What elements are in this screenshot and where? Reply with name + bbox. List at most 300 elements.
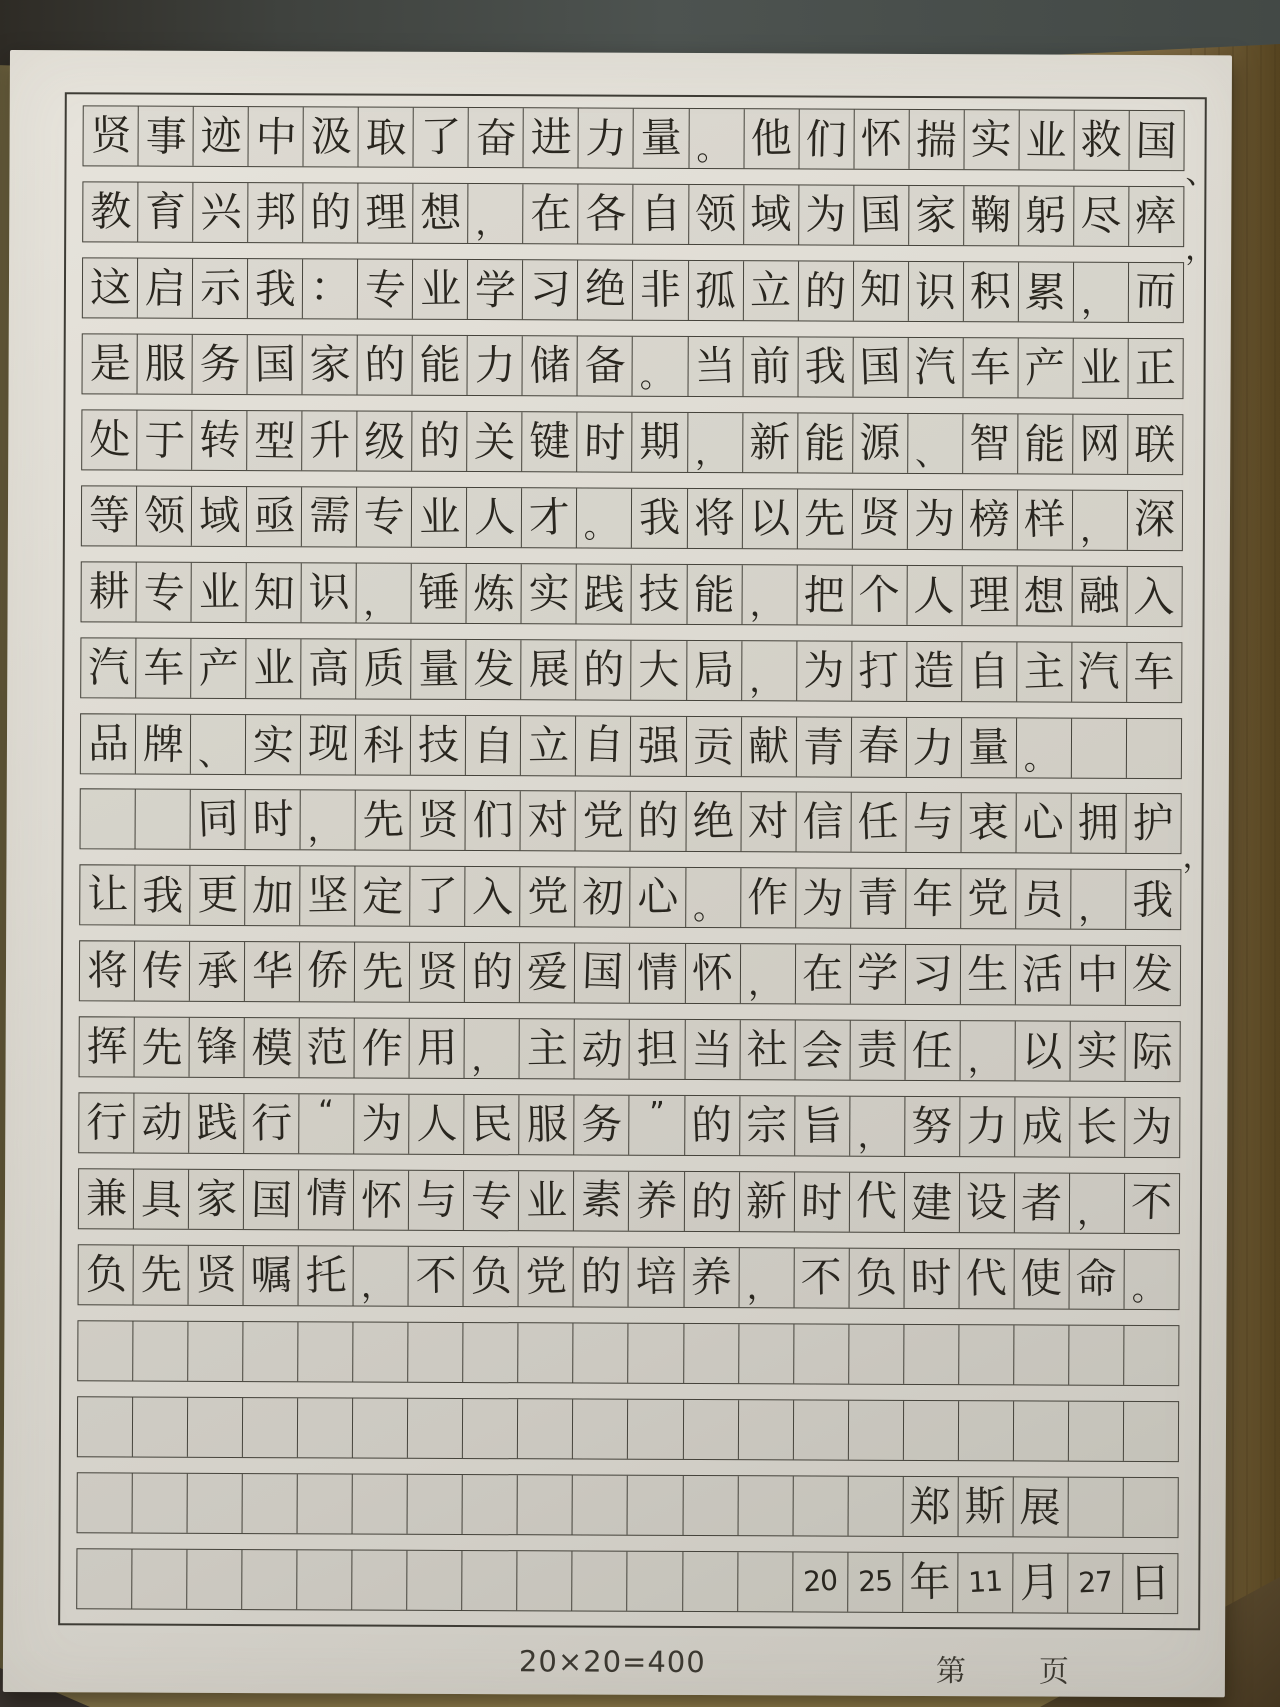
handwritten-char: 不 (415, 1251, 457, 1301)
handwritten-char: 发 (1131, 949, 1175, 999)
grid-cell (1125, 1174, 1179, 1233)
handwritten-char: 先 (803, 493, 846, 543)
grid-cell (906, 793, 961, 852)
grid-cell (1018, 490, 1073, 549)
handwritten-char: 尽 (1080, 191, 1123, 241)
grid-row (81, 333, 1183, 399)
grid-cell (302, 487, 357, 546)
grid-cell (854, 186, 909, 245)
handwritten-char: 备 (584, 341, 626, 390)
handwritten-char: 27 (1077, 1565, 1113, 1600)
grid-cell (1074, 187, 1129, 246)
grid-cell (134, 1246, 189, 1305)
grid-cell (797, 641, 852, 700)
grid-row (82, 257, 1184, 323)
grid-cell (963, 490, 1018, 549)
handwritten-char: 在 (529, 188, 573, 239)
grid-row (82, 105, 1184, 171)
handwritten-char: 这 (89, 262, 131, 312)
grid-cell (1017, 718, 1072, 777)
grid-cell (1071, 794, 1126, 853)
grid-cell (192, 562, 247, 621)
grid-cell (742, 565, 797, 624)
grid-cell (688, 337, 743, 396)
handwritten-char: 务 (580, 1100, 623, 1150)
grid-cell (301, 791, 356, 850)
grid-cell (411, 715, 466, 774)
handwritten-char: 他 (750, 113, 793, 163)
handwritten-char: 25 (857, 1564, 893, 1599)
handwritten-char: 责 (856, 1025, 899, 1075)
grid-row (81, 561, 1183, 627)
grid-cell (1128, 415, 1182, 474)
grid-cell (578, 412, 633, 471)
handwritten-char: 动 (581, 1025, 624, 1075)
handwritten-char: 。 (695, 128, 730, 169)
grid-cell (852, 489, 907, 548)
handwritten-char: 活 (1021, 950, 1065, 1000)
grid-cell (798, 413, 853, 472)
grid-cell (633, 261, 688, 320)
handwritten-char: 用 (416, 1023, 458, 1073)
handwritten-char: 服 (525, 1099, 569, 1150)
grid-cell (298, 1322, 353, 1381)
grid-cell (522, 640, 577, 699)
handwritten-char: 们 (805, 115, 848, 164)
handwritten-char: 识 (307, 567, 350, 617)
grid-cell (78, 1473, 133, 1532)
handwritten-char: 培 (635, 1252, 678, 1302)
grid-cell (1072, 718, 1127, 777)
grid-cell (684, 1324, 739, 1383)
grid-cell (464, 1323, 519, 1382)
handwritten-char: 负 (854, 1253, 898, 1303)
handwritten-char: 将 (86, 946, 128, 996)
grid-cell (190, 866, 245, 925)
grid-cell (1013, 1477, 1068, 1536)
handwritten-char: 绝 (691, 796, 735, 847)
grid-cell (683, 1552, 738, 1611)
handwritten-char: 局 (692, 644, 736, 695)
grid-cell (359, 108, 414, 167)
grid-cell (573, 1399, 628, 1458)
grid-cell (852, 641, 907, 700)
grid-cell (133, 1397, 188, 1456)
margin-punctuation: 、 (1185, 155, 1217, 192)
grid-border (58, 92, 1207, 1630)
grid-cell (246, 790, 301, 849)
handwritten-char: 国 (859, 189, 903, 240)
handwritten-char: 锋 (195, 1022, 238, 1072)
grid-cell (1126, 794, 1180, 853)
grid-cell (903, 1553, 958, 1612)
handwritten-char: 绝 (584, 263, 627, 314)
handwritten-char: 发 (472, 644, 515, 694)
handwritten-char: ， (360, 1264, 395, 1306)
grid-cell (577, 488, 632, 547)
grid-cell (796, 793, 851, 852)
grid-cell (741, 869, 796, 928)
character-grid (76, 105, 1185, 1614)
grid-cell (743, 261, 798, 320)
handwritten-char: 情 (636, 948, 679, 998)
grid-cell (133, 1322, 188, 1381)
grid-cell (631, 716, 686, 775)
handwritten-char: 汽 (1078, 646, 1121, 696)
handwritten-char: 爱 (525, 947, 569, 998)
handwritten-char: ， (1076, 1192, 1111, 1233)
handwritten-char: 车 (1133, 647, 1176, 696)
grid-cell (908, 414, 963, 473)
grid-cell (409, 1247, 464, 1306)
handwritten-char: 以 (748, 493, 791, 543)
handwritten-char: 造 (913, 646, 955, 695)
handwritten-char: ， (1080, 281, 1115, 321)
handwritten-char: 贤 (858, 492, 901, 543)
handwritten-char: 是 (88, 338, 131, 388)
handwritten-char: 了 (416, 871, 459, 921)
grid-cell (190, 1018, 245, 1077)
grid-row (76, 1548, 1178, 1614)
handwritten-char: 怀 (860, 114, 903, 164)
handwritten-char: 把 (803, 570, 846, 620)
grid-cell (739, 1172, 794, 1231)
grid-cell (1129, 263, 1183, 322)
handwritten-char: 转 (198, 415, 241, 465)
grid-cell (1070, 1022, 1125, 1081)
grid-cell (1072, 642, 1127, 701)
handwritten-char: 能 (803, 418, 846, 468)
handwritten-char: 服 (143, 339, 186, 388)
handwritten-char: 启 (144, 264, 186, 313)
grid-cell (962, 566, 1017, 625)
grid-cell (964, 186, 1019, 245)
grid-cell (685, 1020, 740, 1079)
handwritten-char: 学 (474, 265, 517, 315)
grid-cell (297, 1550, 352, 1609)
handwritten-char: 怀 (691, 948, 734, 999)
grid-cell (81, 714, 136, 773)
handwritten-char: 情 (304, 1173, 348, 1224)
handwritten-char: 在 (801, 949, 844, 999)
handwritten-char: 域 (749, 189, 792, 239)
handwritten-char: 我 (141, 871, 184, 921)
grid-cell (358, 259, 413, 318)
grid-cell (410, 867, 465, 926)
grid-cell (132, 1549, 187, 1608)
handwritten-char: 为 (803, 645, 845, 695)
grid-cell (413, 336, 468, 395)
grid-cell (78, 1321, 133, 1380)
grid-cell (414, 108, 469, 167)
grid-cell (465, 1019, 520, 1078)
grid-cell (1123, 1478, 1177, 1537)
grid-cell (959, 1249, 1014, 1308)
handwritten-char: 先 (361, 795, 405, 845)
grid-cell (463, 1551, 518, 1610)
handwritten-char: 车 (142, 642, 185, 692)
grid-cell (634, 185, 689, 244)
grid-cell (188, 1398, 243, 1457)
grid-cell (795, 1097, 850, 1156)
handwritten-char: 联 (1134, 420, 1177, 470)
grid-cell (467, 488, 522, 547)
handwritten-char: 个 (858, 570, 901, 619)
handwritten-char: 与 (415, 1175, 458, 1225)
handwritten-char: 信 (802, 797, 845, 847)
handwritten-char: 主 (526, 1024, 568, 1073)
grid-cell (1126, 870, 1180, 929)
grid-cell (906, 945, 961, 1004)
handwritten-char: 前 (749, 341, 792, 391)
grid-cell (246, 715, 301, 774)
handwritten-char: 以 (1021, 1027, 1064, 1077)
handwritten-char: 人 (473, 492, 516, 542)
handwritten-char: 领 (694, 189, 738, 239)
grid-cell (964, 262, 1019, 321)
grid-cell (1019, 262, 1074, 321)
grid-cell (245, 1018, 300, 1077)
handwritten-char: 我 (638, 493, 681, 542)
handwritten-char: 践 (195, 1098, 238, 1148)
handwritten-char: 业 (418, 492, 461, 541)
handwritten-char: 年 (912, 875, 954, 924)
grid-cell (1127, 567, 1181, 626)
handwritten-char: 的 (582, 644, 625, 694)
grid-cell (299, 1246, 354, 1305)
grid-cell (742, 489, 797, 548)
grid-cell (958, 1477, 1013, 1536)
sheet-footer (3, 1638, 1225, 1689)
grid-cell (794, 1248, 849, 1307)
handwritten-char: 党 (967, 874, 1009, 923)
grid-cell (135, 942, 190, 1001)
handwritten-char: 日 (1129, 1558, 1172, 1608)
handwritten-char: 心 (1022, 798, 1065, 848)
grid-row (81, 409, 1183, 475)
grid-cell (797, 565, 852, 624)
grid-cell (1016, 946, 1071, 1005)
handwritten-char: 量 (417, 644, 460, 693)
grid-cell (82, 562, 137, 621)
grid-cell (631, 792, 686, 851)
handwritten-char: 任 (911, 1026, 954, 1076)
handwritten-char: 定 (361, 872, 404, 922)
grid-cell (358, 183, 413, 242)
grid-cell (356, 639, 411, 698)
grid-cell (907, 566, 962, 625)
grid-cell (575, 1096, 630, 1155)
grid-cell (191, 790, 246, 849)
handwritten-char: 入 (471, 873, 514, 922)
grid-cell (1073, 338, 1128, 397)
grid-cell (1128, 339, 1182, 398)
handwritten-char: 行 (250, 1099, 293, 1148)
handwritten-char: 使 (1020, 1253, 1063, 1304)
grid-cell (628, 1400, 683, 1459)
handwritten-char: 的 (580, 1252, 622, 1301)
grid-cell (964, 110, 1019, 169)
handwritten-char: 汽 (87, 642, 130, 692)
grid-cell (963, 414, 1018, 473)
grid-cell (1015, 1098, 1070, 1157)
grid-cell (192, 411, 247, 470)
grid-cell (630, 1020, 685, 1079)
grid-cell (466, 867, 521, 926)
handwritten-char: 理 (968, 570, 1011, 620)
grid-cell (242, 1550, 297, 1609)
handwritten-char: 各 (584, 189, 627, 238)
handwritten-char: 智 (969, 418, 1011, 468)
grid-row (80, 637, 1182, 703)
grid-cell (579, 108, 634, 167)
handwritten-char: 中 (254, 112, 297, 162)
grid-row (80, 713, 1182, 779)
handwritten-char: 深 (1133, 494, 1177, 544)
grid-cell (798, 261, 853, 320)
handwritten-char: 立 (749, 265, 792, 315)
grid-cell (298, 1398, 353, 1457)
grid-cell (683, 1476, 738, 1535)
handwritten-char: ， (748, 583, 783, 624)
grid-cell (78, 1397, 133, 1456)
grid-cell (353, 1323, 408, 1382)
grid-cell (687, 489, 742, 548)
handwritten-char: 青 (802, 722, 845, 772)
handwritten-char: 级 (363, 416, 406, 466)
grid-cell (633, 337, 688, 396)
grid-cell (958, 1553, 1013, 1612)
handwritten-char: 兴 (198, 187, 242, 237)
handwritten-char: ， (471, 1039, 506, 1079)
handwritten-char: 心 (636, 872, 679, 922)
handwritten-char: 素 (580, 1175, 623, 1225)
grid-cell (630, 944, 685, 1003)
grid-row (78, 1092, 1180, 1158)
handwritten-char: 理 (364, 187, 407, 238)
handwritten-char: 具 (140, 1175, 183, 1225)
page-prefix-label: 第 (935, 1654, 967, 1690)
grid-cell (688, 261, 743, 320)
handwritten-char: 对 (526, 796, 570, 846)
grid-cell (354, 1095, 409, 1154)
handwritten-char: 作 (360, 1024, 403, 1074)
grid-cell (411, 639, 466, 698)
grid-cell (849, 1401, 904, 1460)
grid-cell (689, 185, 744, 244)
grid-cell (193, 183, 248, 242)
grid-row (81, 485, 1183, 551)
handwritten-char: 专 (362, 491, 406, 542)
handwritten-char: 时 (583, 417, 626, 467)
grid-cell (683, 1400, 738, 1459)
grid-cell (903, 1477, 958, 1536)
handwritten-char: 范 (305, 1023, 348, 1072)
grid-cell (684, 1172, 739, 1231)
grid-cell (463, 1399, 518, 1458)
grid-cell (358, 335, 413, 394)
grid-cell (244, 1246, 299, 1305)
handwritten-char: 模 (250, 1023, 293, 1073)
grid-cell (576, 868, 631, 927)
grid-cell (1015, 1174, 1070, 1233)
handwritten-char: 青 (857, 873, 899, 923)
grid-cell (134, 1094, 189, 1153)
handwritten-char: “ (318, 1094, 335, 1130)
handwritten-char: 国 (858, 341, 902, 392)
handwritten-char: 月 (1018, 1557, 1062, 1608)
grid-cell (579, 184, 634, 243)
grid-cell (633, 412, 688, 471)
handwritten-char: 而 (1134, 266, 1178, 316)
grid-cell (191, 714, 246, 773)
handwritten-char: 更 (196, 870, 239, 920)
grid-cell (136, 714, 191, 773)
grid-cell (244, 1170, 299, 1229)
handwritten-char: ” (648, 1095, 665, 1132)
handwritten-char: ： (308, 262, 352, 312)
handwritten-char: 躬 (1024, 190, 1068, 241)
handwritten-char: 加 (251, 872, 294, 921)
grid-cell (1069, 1402, 1124, 1461)
grid-cell (302, 563, 357, 622)
grid-cell (908, 490, 963, 549)
handwritten-char: 取 (364, 113, 407, 163)
grid-cell (793, 1552, 848, 1611)
handwritten-char: 华 (251, 947, 294, 996)
grid-cell (850, 1097, 905, 1156)
grid-cell (301, 639, 356, 698)
grid-cell (574, 1248, 629, 1307)
grid-cell (248, 259, 303, 318)
grid-cell (686, 868, 741, 927)
handwritten-char: 对 (747, 797, 790, 847)
grid-cell (80, 866, 135, 925)
grid-cell (1014, 1401, 1069, 1460)
handwritten-char: 知 (859, 265, 902, 315)
grid-cell (520, 944, 575, 1003)
grid-cell (905, 1097, 960, 1156)
handwritten-char: 挥 (85, 1022, 128, 1072)
grid-cell (741, 793, 796, 852)
handwritten-char: 。 (639, 355, 674, 395)
grid-cell (1018, 338, 1073, 397)
handwritten-char: 正 (1134, 343, 1177, 393)
grid-cell (357, 411, 412, 470)
handwritten-char: 新 (748, 417, 791, 467)
handwritten-char: 传 (141, 946, 183, 996)
grid-cell (300, 943, 355, 1002)
grid-cell (799, 109, 854, 168)
handwritten-char: 学 (856, 948, 899, 998)
grid-cell (194, 107, 249, 166)
handwritten-char: 不 (800, 1253, 843, 1302)
grid-cell (629, 1248, 684, 1307)
handwritten-char: 行 (85, 1098, 128, 1147)
grid-cell (299, 1170, 354, 1229)
handwritten-char: 拥 (1077, 798, 1120, 848)
handwritten-char: 11 (967, 1564, 1003, 1600)
grid-row (77, 1320, 1179, 1386)
handwritten-char: 新 (745, 1177, 788, 1226)
grid-cell (521, 868, 576, 927)
grid-cell (577, 564, 632, 623)
grid-cell (244, 1094, 299, 1153)
handwritten-char: 我 (1132, 875, 1175, 925)
grid-cell (300, 867, 355, 926)
grid-cell (740, 1096, 795, 1155)
handwritten-char: 为 (360, 1099, 403, 1149)
